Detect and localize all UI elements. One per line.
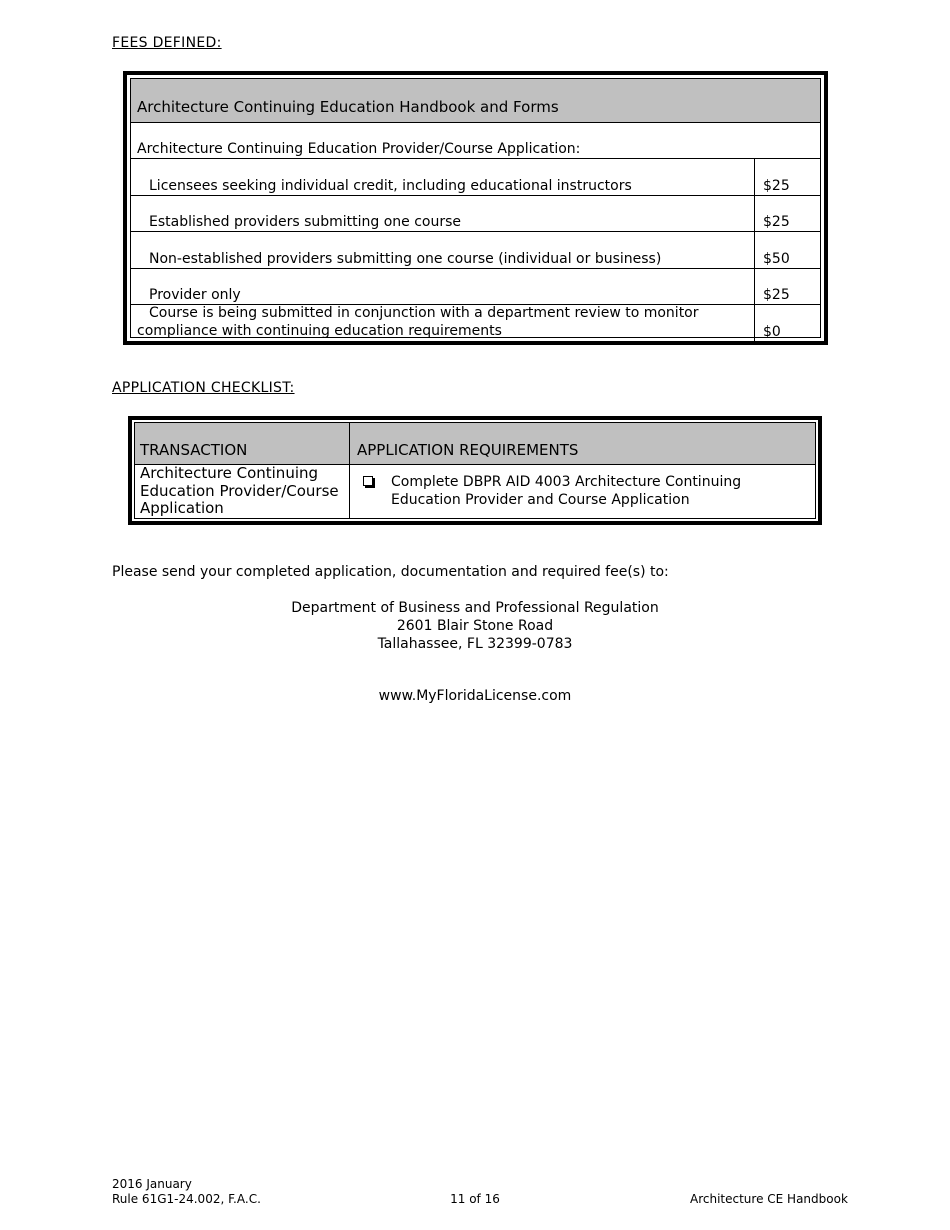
mailing-instruction: Please send your completed application, documentation and required fee(s) to:: [112, 564, 669, 580]
fee-amount: $25: [763, 287, 790, 303]
checklist-header-row: [135, 423, 815, 465]
fee-row: [131, 159, 820, 196]
fee-row: [131, 305, 820, 341]
fee-description: Non-established providers submitting one course (individual or business): [149, 251, 662, 267]
application-checklist-heading: APPLICATION CHECKLIST:: [112, 380, 295, 396]
fee-description: Established providers submitting one course: [149, 214, 462, 230]
checklist-table: [128, 416, 822, 525]
fee-row: [131, 232, 820, 269]
requirement-text: Complete DBPR AID 4003 Architecture Continuing Education Provider and Course Application: [391, 474, 742, 508]
footer-rule: Rule 61G1-24.002, F.A.C.: [112, 1192, 261, 1206]
fee-amount: $50: [763, 251, 790, 267]
transaction-cell: Architecture Continuing Education Provider/Course Application: [140, 464, 339, 517]
page-number: 11 of 16: [450, 1192, 500, 1206]
fee-row: [131, 269, 820, 305]
fees-table-subheading: Architecture Continuing Education Provider/Course Application:: [131, 123, 820, 159]
department-name: Department of Business and Professional Regulation: [291, 600, 659, 616]
requirements-column-header: APPLICATION REQUIREMENTS: [357, 441, 579, 459]
footer-doc-title: Architecture CE Handbook: [690, 1192, 848, 1206]
fees-defined-heading: FEES DEFINED:: [112, 35, 222, 51]
fee-amount: $0: [763, 324, 781, 340]
fees-table-title: Architecture Continuing Education Handbook and Forms: [131, 79, 820, 123]
website-link[interactable]: www.MyFloridaLicense.com: [378, 688, 572, 704]
checkbox-icon: [363, 476, 373, 486]
mailing-address: [0, 599, 950, 653]
fees-table: [123, 71, 828, 345]
city-state-zip: Tallahassee, FL 32399-0783: [377, 636, 573, 652]
fee-description: Licensees seeking individual credit, including educational instructors: [149, 178, 632, 194]
footer-date: 2016 January: [112, 1177, 192, 1191]
street-address: 2601 Blair Stone Road: [396, 618, 554, 634]
fee-row: [131, 196, 820, 232]
transaction-column-header: TRANSACTION: [140, 441, 248, 459]
fee-amount: $25: [763, 178, 790, 194]
fee-amount: $25: [763, 214, 790, 230]
fee-description: Provider only: [149, 287, 241, 303]
fee-description: Course is being submitted in conjunction with a department review to monitor compliance with continuing education requirements: [137, 305, 699, 339]
